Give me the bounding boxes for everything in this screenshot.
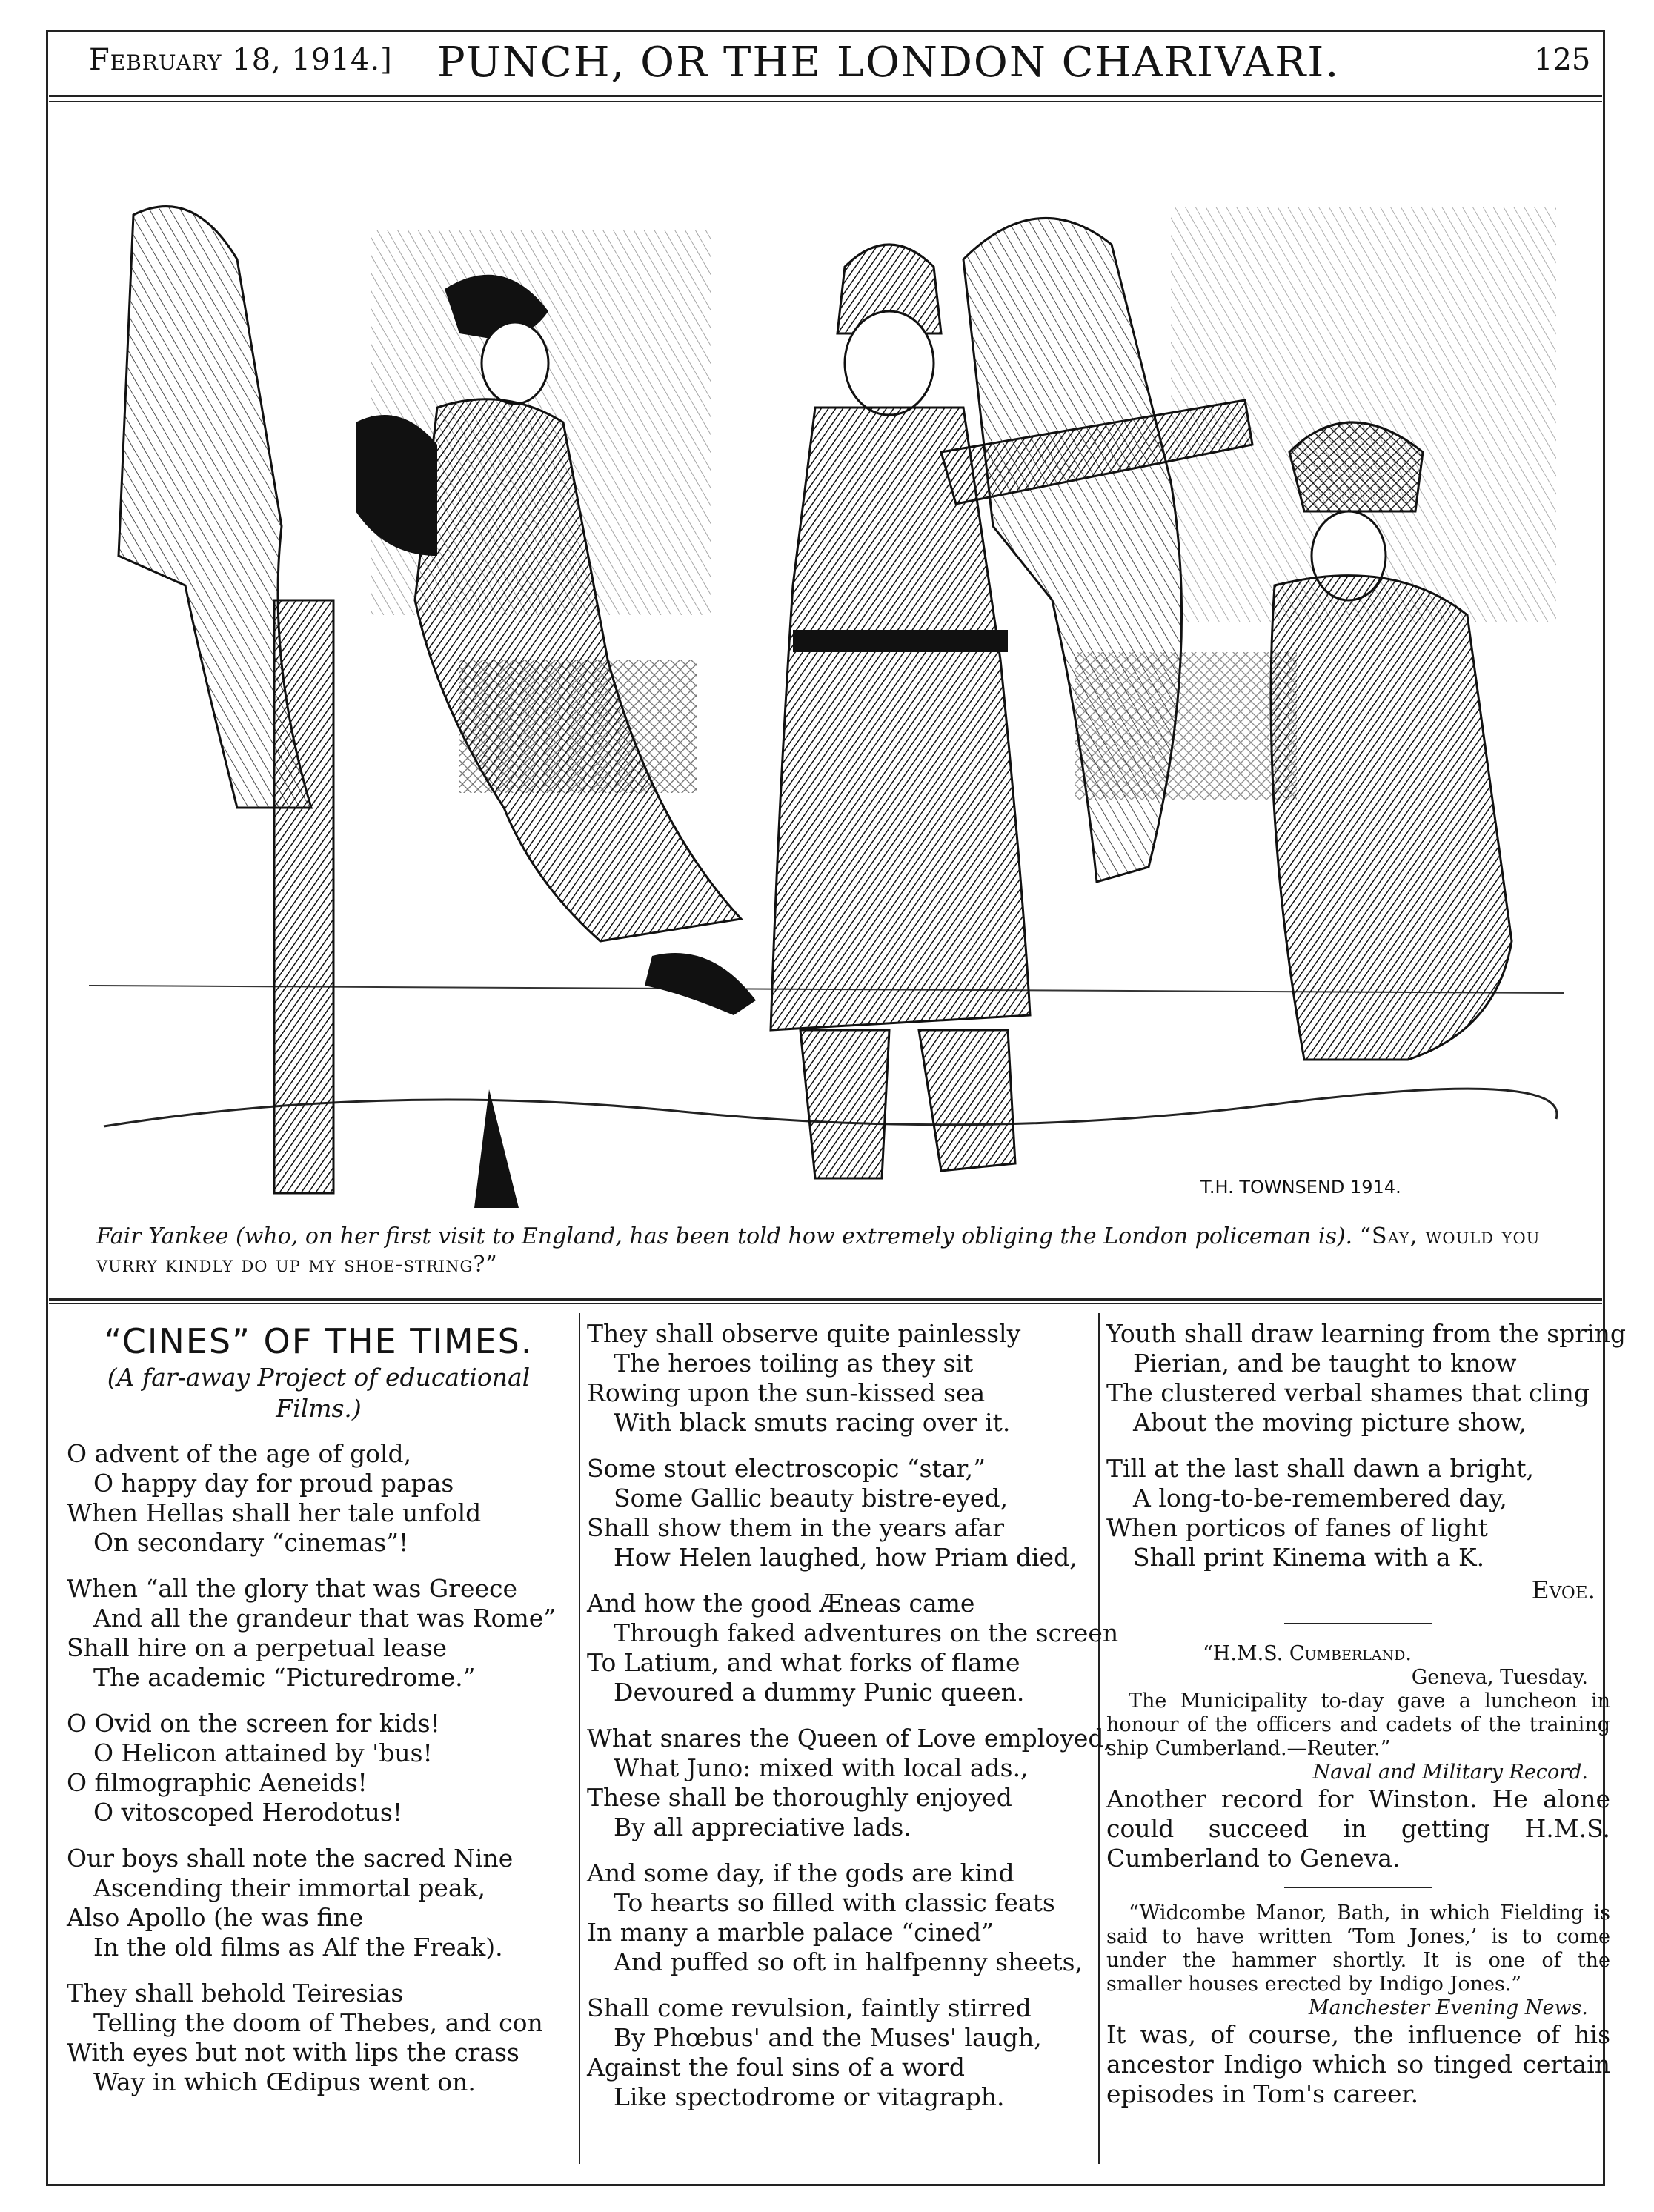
lamp-post [274, 600, 333, 1193]
poem-subtitle: (A far-away Project of educational Films.) [107, 1363, 531, 1423]
poem-line: By all appreciative lads. [614, 1813, 911, 1841]
section-rule [1284, 1887, 1432, 1888]
column-rule-1 [579, 1313, 580, 2164]
poem-line: Youth shall draw learning from the spring [1106, 1319, 1626, 1348]
poem-line: When porticos of fanes of light [1106, 1513, 1488, 1542]
poem-signature: Evoe. [1531, 1575, 1595, 1604]
stanza [1106, 1454, 1610, 1572]
poem-line: And all the grandeur that was Rome” [93, 1604, 557, 1633]
poem-line: And puffed so oft in halfpenny sheets, [614, 1947, 1083, 1976]
poem-line: When Hellas shall her tale unfold [67, 1498, 482, 1527]
poem-line: To Latium, and what forks of flame [587, 1648, 1020, 1677]
poem-line: O Ovid on the screen for kids! [67, 1709, 440, 1738]
header-rule [49, 95, 1602, 97]
poem-line: Shall hire on a perpetual lease [67, 1633, 448, 1662]
poem-line: Pierian, and be taught to know [1133, 1349, 1517, 1378]
poem-line: Shall come revulsion, faintly stirred [587, 1993, 1032, 2022]
poem-line: They shall observe quite painlessly [587, 1319, 1021, 1348]
poem-line: Rowing upon the sun-kissed sea [587, 1378, 986, 1407]
poem-line: The academic “Picturedrome.” [93, 1663, 476, 1692]
poem-line: They shall behold Teiresias [67, 1979, 404, 2007]
stanza [67, 1979, 571, 2097]
poem-line: By Phœbus' and the Muses' laugh, [614, 2023, 1042, 2052]
poem-line: Through faked adventures on the screen [614, 1618, 1119, 1647]
poem-line: In the old films as Alf the Freak). [93, 1933, 503, 1962]
column-3 [1106, 1319, 1626, 2109]
stanza [67, 1574, 571, 1693]
poem-line: What Juno: mixed with local ads., [614, 1753, 1029, 1782]
page-number: 125 [1534, 43, 1591, 77]
stanza [587, 1859, 1091, 1977]
poem-line: How Helen laughed, how Priam died, [614, 1543, 1077, 1572]
poem-line: O vitoscoped Herodotus! [93, 1798, 403, 1827]
section-rule [1284, 1623, 1432, 1624]
caption-rule [49, 1298, 1602, 1301]
poem-line: Also Apollo (he was fine [67, 1903, 364, 1932]
poem-line: Against the foul sins of a word [587, 2053, 965, 2082]
stanza [67, 1439, 571, 1558]
poem-line: On secondary “cinemas”! [93, 1528, 409, 1557]
poem-line: O Helicon attained by 'bus! [93, 1738, 433, 1767]
header-rule-thin [49, 101, 1602, 102]
poem-line: Till at the last shall dawn a bright, [1106, 1454, 1535, 1483]
poem-line: Telling the doom of Thebes, and con [93, 2008, 543, 2037]
poem-line: When “all the glory that was Greece [67, 1574, 518, 1603]
poem-line: The clustered verbal shames that cling [1106, 1378, 1590, 1407]
stanza [587, 1454, 1091, 1572]
poem-line: And some day, if the gods are kind [587, 1859, 1014, 1887]
issue-date: February 18, 1914.] [89, 43, 393, 77]
quote-source: Manchester Evening News. [1308, 1996, 1588, 2019]
stanza [67, 1709, 571, 1827]
poem-line: In many a marble palace “cined” [587, 1918, 994, 1947]
cartoon-illustration [89, 141, 1564, 1208]
caption-lead: Fair Yankee (who, on her first visit to England, has been told how extremely obliging the London policeman is). [96, 1223, 1353, 1249]
cartoon-caption [96, 1223, 1571, 1279]
poem-line: O happy day for proud papas [93, 1469, 454, 1498]
quote-source: Naval and Military Record. [1312, 1761, 1588, 1784]
caption-rule-thin [49, 1303, 1602, 1304]
poem-title: “CINES” OF THE TIMES. [104, 1321, 534, 1361]
poem-line: Shall show them in the years afar [587, 1513, 1004, 1542]
dateline: Geneva, Tuesday. [1411, 1666, 1588, 1689]
poem-line: Shall print Kinema with a K. [1133, 1543, 1485, 1572]
poem-line: Devoured a dummy Punic queen. [614, 1678, 1025, 1707]
poem-line: With eyes but not with lips the crass [67, 2038, 519, 2067]
news-item-widcombe [1106, 1902, 1610, 2109]
comment: It was, of course, the influence of his ancestor Indigo which so tinged certain episodes in Tom's career. [1106, 2020, 1610, 2108]
caption-quote: “Say, would you vurry kindly do up my shoe-string?” [96, 1223, 1541, 1278]
poem-line: To hearts so filled with classic feats [614, 1888, 1055, 1917]
publication-title: PUNCH, OR THE LONDON CHARIVARI. [437, 39, 1341, 87]
poem-line: Way in which Œdipus went on. [93, 2067, 476, 2096]
stanza [1106, 1319, 1626, 1438]
stanza [587, 1319, 1091, 1438]
poem-column-1 [67, 1321, 571, 2113]
quote-body: The Municipality to-day gave a luncheon in honour of the officers and cadets of the training ship Cumberland.—Reuter.” [1106, 1690, 1610, 1760]
news-item-cumberland [1106, 1642, 1610, 1873]
poem-line: And how the good Æneas came [587, 1589, 975, 1618]
poem-line: About the moving picture show, [1133, 1408, 1527, 1437]
poem-line: A long-to-be-remembered day, [1133, 1484, 1507, 1512]
stanza [587, 1724, 1112, 1842]
poem-line: Some Gallic beauty bistre-eyed, [614, 1484, 1009, 1512]
stanza [587, 1993, 1091, 2112]
poem-line: What snares the Queen of Love employed, [587, 1724, 1112, 1753]
poem-line: O filmographic Aeneids! [67, 1768, 368, 1797]
artist-signature: T.H. TOWNSEND 1914. [1200, 1177, 1401, 1198]
poem-line: The heroes toiling as they sit [614, 1349, 974, 1378]
poem-line: Like spectodrome or vitagraph. [614, 2082, 1005, 2111]
poem-line: Our boys shall note the sacred Nine [67, 1844, 514, 1873]
quote-body: “Widcombe Manor, Bath, in which Fielding is said to have written ‘Tom Jones,’ is to come under the hammer shortly. It is one of the smaller houses erected by Indigo Jones.” [1106, 1902, 1610, 1996]
quote-head: “H.M.S. Cumberland. [1203, 1642, 1412, 1665]
poem-column-2 [587, 1319, 1119, 2128]
stanza [587, 1589, 1119, 1707]
stanza [67, 1844, 571, 1962]
poem-line: Some stout electroscopic “star,” [587, 1454, 986, 1483]
comment: Another record for Winston. He alone could succeed in getting H.M.S. Cumberland to Geneva. [1106, 1784, 1610, 1873]
poem-line: These shall be thoroughly enjoyed [587, 1783, 1012, 1812]
poem-line: With black smuts racing over it. [614, 1408, 1011, 1437]
poem-line: O advent of the age of gold, [67, 1439, 412, 1468]
poem-line: Ascending their immortal peak, [93, 1873, 486, 1902]
